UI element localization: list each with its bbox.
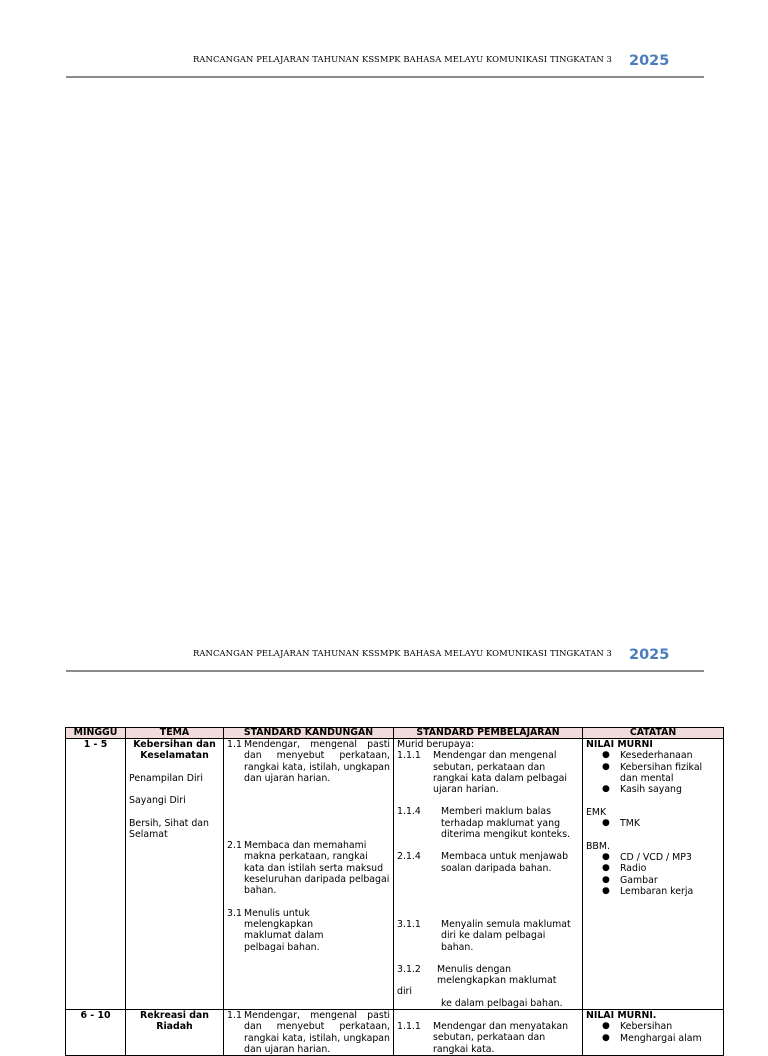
list-item: ● Kesederhanaan [602, 750, 720, 761]
nilai-murni-list [586, 1021, 720, 1044]
column-header-tema: TEMA [126, 728, 224, 739]
list-item: ● Kebersihan fizikal dan mental [602, 762, 720, 785]
bbm-list [586, 852, 720, 897]
nilai-murni-heading: NILAI MURNI [586, 739, 653, 750]
sp-continuation: ke dalam pelbagai bahan. [441, 997, 563, 1009]
tema-item: Penampilan Diri [129, 772, 204, 784]
list-item: ● Radio [602, 863, 720, 874]
list-item: ● Kebersihan [602, 1021, 720, 1032]
sp-item [397, 750, 579, 795]
sk-item [227, 908, 390, 953]
tema-item: Sayangi Diri [129, 795, 186, 807]
sp-text: Mendengar dan mengenal sebutan, perkataan dan rangkai kata dalam pelbagai ujaran harian. [433, 750, 567, 796]
standard-kandungan-cell [224, 1010, 394, 1056]
sk-item [227, 840, 390, 896]
list-item: ● Menghargai alam [602, 1033, 720, 1044]
catatan-cell [583, 1010, 724, 1056]
sp-item [397, 919, 579, 953]
column-header-standard-pembelajaran: STANDARD PEMBELAJARAN [394, 728, 583, 739]
catatan-cell [583, 739, 724, 1010]
sk-number: 3.1 [227, 907, 242, 919]
sk-text: Mendengar, mengenal pasti dan menyebut perkataan, rangkai kata, istilah, ungkapan dan ujaran harian. [244, 1010, 390, 1055]
document-title: RANCANGAN PELAJARAN TAHUNAN KSSMPK BAHASA MELAYU KOMUNIKASI TINGKATAN 3 [193, 54, 612, 64]
sk-number: 1.1 [227, 739, 242, 750]
lesson-plan-table [65, 727, 724, 1056]
sp-text: Mendengar dan menyatakan sebutan, perkataan dan rangkai kata. [433, 1021, 569, 1055]
week-cell: 6 - 10 [66, 1010, 126, 1056]
standard-pembelajaran-cell [394, 739, 583, 1010]
table-row [66, 739, 724, 1010]
sp-item [397, 851, 579, 874]
sk-item [227, 739, 390, 784]
sk-number: 1.1 [227, 1010, 242, 1022]
column-header-minggu: MINGGU [66, 728, 126, 739]
table-header-row [66, 728, 724, 739]
bbm-heading: BBM. [586, 840, 610, 852]
sk-text: Mendengar, mengenal pasti dan menyebut perkataan, rangkai kata, istilah, ungkapan dan ujaran harian. [244, 739, 390, 784]
emk-heading: EMK [586, 806, 607, 818]
sp-number: 3.1.2 [397, 963, 421, 975]
column-header-catatan: CATATAN [583, 728, 724, 739]
list-item: ● Kasih sayang [602, 784, 720, 795]
sk-item [227, 1010, 390, 1055]
header-divider [66, 76, 704, 78]
document-year: 2025 [629, 647, 670, 663]
nilai-murni-list [586, 750, 720, 795]
list-item: ● CD / VCD / MP3 [602, 852, 720, 863]
sp-text: Menyalin semula maklumat diri ke dalam pelbagai bahan. [441, 918, 571, 953]
week-cell: 1 - 5 [66, 739, 126, 1010]
standard-pembelajaran-cell [394, 1010, 583, 1056]
sp-intro: Murid berupaya: [397, 739, 475, 750]
tema-cell [126, 739, 224, 1010]
sp-number: 2.1.4 [397, 851, 421, 863]
sp-number: 1.1.1 [397, 750, 421, 762]
sp-item [397, 806, 579, 840]
document-year: 2025 [629, 53, 670, 69]
standard-kandungan-cell [224, 739, 394, 1010]
tema-title: Rekreasi dan Riadah [140, 1010, 209, 1033]
sp-text: Memberi maklum balas terhadap maklumat yang diterima mengikut konteks. [441, 806, 570, 841]
tema-cell [126, 1010, 224, 1056]
sk-text: Membaca dan memahami makna perkataan, rangkai kata dan istilah serta maksud keseluruhan daripada pelbagai bahan. [244, 840, 390, 897]
sp-item [397, 964, 579, 987]
list-item: ● Lembaran kerja [602, 886, 720, 897]
sp-item [397, 1021, 579, 1055]
sk-number: 2.1 [227, 840, 242, 852]
sp-number: 3.1.1 [397, 918, 421, 930]
sp-number: 1.1.4 [397, 806, 421, 818]
document-title: RANCANGAN PELAJARAN TAHUNAN KSSMPK BAHASA MELAYU KOMUNIKASI TINGKATAN 3 [193, 648, 612, 658]
nilai-murni-heading: NILAI MURNI. [586, 1010, 657, 1022]
column-header-standard-kandungan: STANDARD KANDUNGAN [224, 728, 394, 739]
header-divider [66, 670, 704, 672]
tema-item: Bersih, Sihat dan Selamat [129, 818, 209, 841]
sk-text: Menulis untuk melengkapkan maklumat dalam pelbagai bahan. [244, 907, 324, 953]
sp-text: Menulis dengan melengkapkan maklumat [437, 963, 557, 987]
sp-continuation: diri [397, 986, 413, 998]
table-row [66, 1010, 724, 1056]
sp-text: Membaca untuk menjawab soalan daripada bahan. [441, 851, 569, 874]
list-item: ● Gambar [602, 875, 720, 886]
sp-number: 1.1.1 [397, 1021, 421, 1033]
tema-title: Kebersihan dan Keselamatan [133, 739, 216, 762]
list-item: ● TMK [602, 818, 720, 829]
emk-list [586, 818, 720, 829]
